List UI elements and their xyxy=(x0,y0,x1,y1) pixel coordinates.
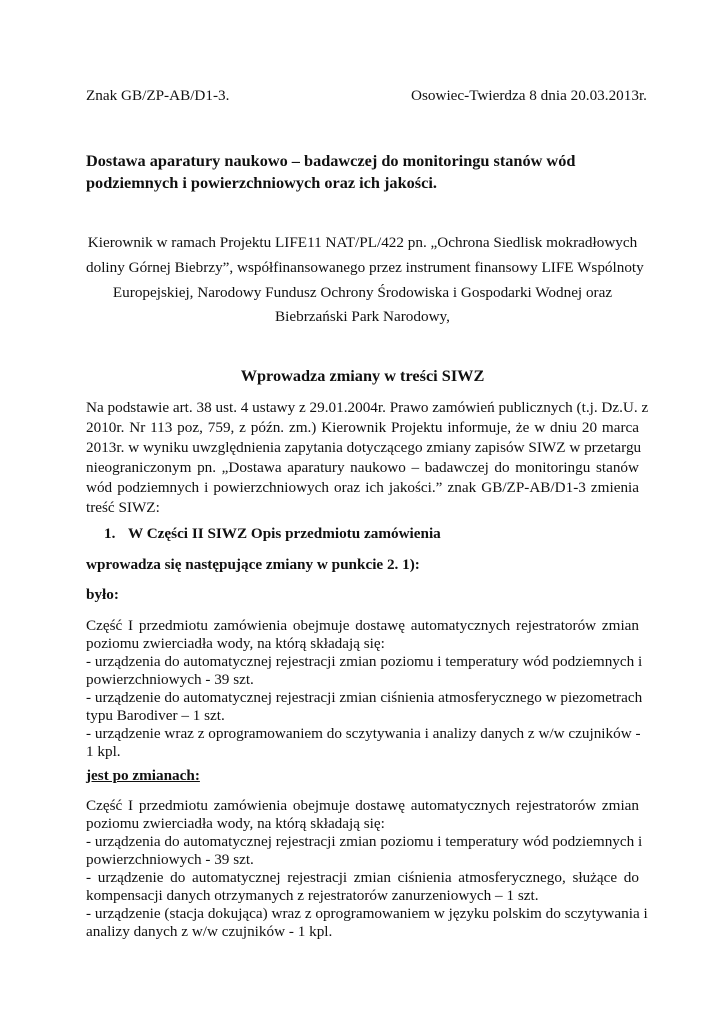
was-label: było: xyxy=(86,586,119,603)
section-heading: Wprowadza zmiany w treści SIWZ xyxy=(240,366,485,385)
was-line: - urządzenia do automatycznej rejestracji zmian poziomu i temperatury wód podziemnych i xyxy=(86,653,643,670)
place-date: Osowiec-Twierdza 8 dnia 20.03.2013r. xyxy=(411,87,647,104)
intro-line: Kierownik w ramach Projektu LIFE11 NAT/PL/422 pn. „Ochrona Siedlisk mokradłowych xyxy=(87,234,638,251)
was-line: typu Barodiver – 1 szt. xyxy=(86,707,225,724)
section-title: W Części II SIWZ Opis przedmiotu zamówienia xyxy=(128,525,441,542)
intro-line: Biebrzański Park Narodowy, xyxy=(275,308,450,325)
was-line: powierzchniowych - 39 szt. xyxy=(86,671,254,688)
now-paragraph xyxy=(86,797,648,941)
was-line: Część I przedmiotu zamówienia obejmuje dostawę automatycznych rejestratorów zmian xyxy=(86,617,639,634)
basis-paragraph xyxy=(86,398,649,518)
basis-line: wód podziemnych i powierzchniowych oraz ich jakości.” znak GB/ZP-AB/D1-3 zmienia xyxy=(86,479,639,496)
now-line: poziomu zwierciadła wody, na którą składają się: xyxy=(86,815,385,832)
basis-line: 2013r. w wyniku uwzględnienia zapytania dotyczącego zmiany zapisów SIWZ w przetargu xyxy=(86,439,642,456)
now-line: kompensacji danych otrzymanych z rejestratorów zanurzeniowych – 1 szt. xyxy=(86,887,539,904)
basis-line: nieograniczonym pn. „Dostawa aparatury naukowo – badawczej do monitoringu stanów xyxy=(86,459,639,476)
intro-line: doliny Górnej Biebrzy”, współfinansowanego przez instrument finansowy LIFE Wspólnoty xyxy=(86,259,644,276)
was-line: poziomu zwierciadła wody, na którą składają się: xyxy=(86,635,385,652)
intro-line: Europejskiej, Narodowy Fundusz Ochrony Środowiska i Gospodarki Wodnej oraz xyxy=(112,284,613,301)
was-paragraph xyxy=(86,617,643,761)
now-label: jest po zmianach: xyxy=(86,767,200,784)
was-line: 1 kpl. xyxy=(86,743,121,760)
now-line: - urządzenie (stacja dokująca) wraz z oprogramowaniem w języku polskim do sczytywania i xyxy=(86,905,648,922)
basis-line: 2010r. Nr 113 poz, 759, z późn. zm.) Kierownik Projektu informuje, że w dniu 20 marca xyxy=(86,419,639,436)
basis-line: treść SIWZ: xyxy=(86,499,160,516)
now-line: Część I przedmiotu zamówienia obejmuje dostawę automatycznych rejestratorów zmian xyxy=(86,797,639,814)
document-title-line-1: Dostawa aparatury naukowo – badawczej do monitoringu stanów wód xyxy=(86,151,576,170)
now-line: powierzchniowych - 39 szt. xyxy=(86,851,254,868)
change-intro: wprowadza się następujące zmiany w punkcie 2. 1): xyxy=(86,556,420,573)
was-line: - urządzenie wraz z oprogramowaniem do sczytywania i analizy danych z w/w czujników - xyxy=(86,725,641,742)
now-line: - urządzenie do automatycznej rejestracji zmian ciśnienia atmosferycznego, służące do xyxy=(86,869,639,886)
section-number: 1. xyxy=(104,525,116,542)
reference-number: Znak GB/ZP-AB/D1-3. xyxy=(86,87,230,104)
was-line: - urządzenie do automatycznej rejestracji zmian ciśnienia atmosferycznego w piezometrach xyxy=(86,689,643,706)
document-title-line-2: podziemnych i powierzchniowych oraz ich jakości. xyxy=(86,173,437,192)
now-line: analizy danych z w/w czujników - 1 kpl. xyxy=(86,923,333,940)
basis-line: Na podstawie art. 38 ust. 4 ustawy z 29.01.2004r. Prawo zamówień publicznych (t.j. Dz.U. z xyxy=(86,399,649,416)
now-line: - urządzenia do automatycznej rejestracji zmian poziomu i temperatury wód podziemnych i xyxy=(86,833,643,850)
